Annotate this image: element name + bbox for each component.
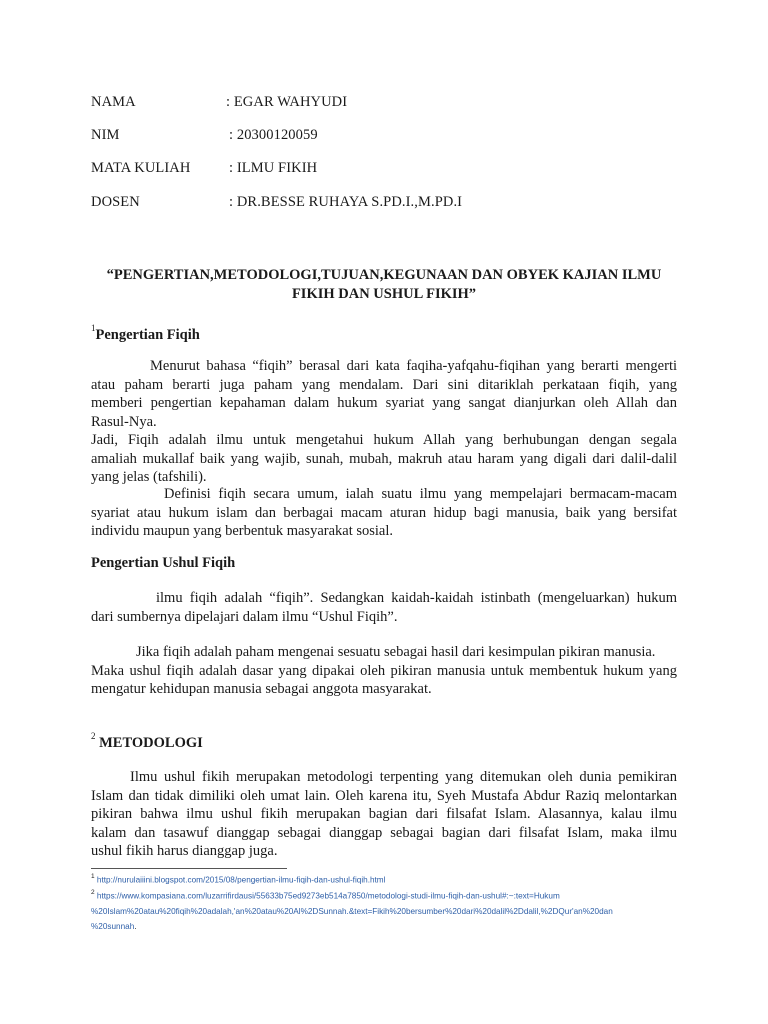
footnote-2-link-line-1[interactable]: https://www.kompasiana.com/luzarrifirdausi/55633b75ed9273eb514a7850/metodologi-studi-ilmu-fiqih-dan-ushul#:~:text=Hukum bbox=[96, 891, 560, 901]
paragraph-fiqih-1 bbox=[91, 357, 677, 431]
footnote-2-link-line-3[interactable]: %20sunnah bbox=[91, 921, 135, 931]
info-value-nim: : 20300120059 bbox=[229, 127, 318, 143]
footnote-2-period: . bbox=[134, 921, 137, 931]
title-line-1: “PENGERTIAN,METODOLOGI,TUJUAN,KEGUNAAN DAN OBYEK KAJIAN ILMU bbox=[106, 267, 662, 283]
text-line: amaliah mukallaf baik yang wajib, sunah, mubah, makruh atau haram yang digali dari dalil-dalil bbox=[91, 450, 677, 467]
heading-text: Pengertian Fiqih bbox=[95, 326, 200, 343]
paragraph-ushul-1 bbox=[91, 589, 677, 626]
text-line: ilmu fiqih adalah “fiqih”. Sedangkan kaidah-kaidah istinbath (mengeluarkan) hukum bbox=[156, 590, 677, 606]
document-title bbox=[92, 266, 676, 304]
footnote-number: 1 bbox=[91, 873, 95, 880]
text-line: individu maupun yang berbentuk masyarakat sosial. bbox=[91, 523, 394, 539]
footnote-number: 2 bbox=[91, 889, 95, 896]
text-line: Rasul-Nya. bbox=[91, 413, 157, 430]
text-line: Ilmu ushul fikih merupakan metodologi terpenting yang ditemukan oleh dunia pemikiran bbox=[130, 769, 677, 785]
text-line: Maka ushul fiqih adalah dasar yang dipakai oleh pikiran manusia untuk membentuk hukum yang bbox=[91, 662, 677, 679]
info-value-dosen: : DR.BESSE RUHAYA S.PD.I.,M.PD.I bbox=[229, 194, 463, 210]
footnote-ref-1: 1 bbox=[91, 323, 96, 333]
info-label-dosen: DOSEN bbox=[91, 194, 140, 210]
text-line: ushul fikih harus dianggap juga. bbox=[91, 843, 278, 859]
paragraph-fiqih-3 bbox=[91, 485, 677, 541]
heading-metodologi bbox=[91, 733, 203, 752]
info-label-nama: NAMA bbox=[91, 94, 136, 110]
footnote-2 bbox=[91, 886, 613, 934]
paragraph-fiqih-2 bbox=[91, 431, 677, 487]
text-line: pikiran bahwa ilmu ushul fikih merupakan bagian dari filsafat Islam. Alasannya, kalau ilmu bbox=[91, 806, 677, 822]
text-line: syariat atau hukum islam dan berbagai macam aturan hidup bagi manusia, baik yang bersifat bbox=[91, 504, 677, 521]
paragraph-metodologi bbox=[91, 768, 677, 861]
text-line: kalam dan tasawuf dianggap sebagai dianggap sebagai bagian dari filsafat Islam, maka ilmu bbox=[91, 824, 677, 841]
text-line: atau paham berarti juga paham yang mendalam. Dari sini ditariklah perkataan fiqih, yang bbox=[91, 376, 677, 393]
heading-text: METODOLOGI bbox=[99, 734, 203, 751]
text-line: memberi pengertian kepahaman dalam hukum syariat yang sangat dianjurkan oleh Allah dan bbox=[91, 395, 677, 411]
text-line: mengatur kehidupan manusia sebagai anggota masyarakat. bbox=[91, 681, 432, 697]
info-value-nama: : EGAR WAHYUDI bbox=[226, 94, 348, 110]
text-line: Jika fiqih adalah paham mengenai sesuatu sebagai hasil dari kesimpulan pikiran manusia. bbox=[136, 644, 656, 660]
info-label-nim: NIM bbox=[91, 127, 120, 143]
text-line: dari sumbernya dipelajari dalam ilmu “Ushul Fiqih”. bbox=[91, 608, 398, 625]
footnote-1-link[interactable]: http://nurulaiiini.blogspot.com/2015/08/pengertian-ilmu-fiqih-dan-ushul-fiqih.html bbox=[96, 875, 386, 885]
text-line: Jadi, Fiqih adalah ilmu untuk mengetahui hukum Allah yang berhubungan dengan segala bbox=[91, 432, 677, 448]
paragraph-ushul-2 bbox=[91, 643, 677, 699]
text-line: Menurut bahasa “fiqih” berasal dari kata faqiha-yafqahu-fiqihan yang berarti mengerti bbox=[150, 358, 677, 374]
info-label-mata-kuliah: MATA KULIAH bbox=[91, 160, 191, 176]
text-line: yang jelas (tafshili). bbox=[91, 469, 207, 485]
heading-pengertian-ushul-fiqih: Pengertian Ushul Fiqih bbox=[91, 555, 236, 571]
text-line: Islam dan tidak dimiliki oleh umat lain. Oleh karena itu, Syeh Mustafa Abdur Raziq melontarkan bbox=[91, 787, 677, 804]
info-value-mata-kuliah: : ILMU FIKIH bbox=[229, 160, 318, 176]
footnote-ref-2: 2 bbox=[91, 731, 96, 741]
text-line: Definisi fiqih secara umum, ialah suatu ilmu yang mempelajari bermacam-macam bbox=[164, 486, 677, 502]
footnote-separator bbox=[91, 868, 287, 869]
footnote-2-link-line-2[interactable]: %20Islam%20atau%20fiqih%20adalah,'an%20atau%20Al%2DSunnah.&text=Fikih%20bersumber%20dari%20dalil%2Ddalil,%2DQur'an%20dan bbox=[91, 906, 613, 916]
heading-pengertian-fiqih bbox=[91, 325, 200, 344]
title-line-2: FIKIH DAN USHUL FIKIH” bbox=[291, 286, 477, 302]
